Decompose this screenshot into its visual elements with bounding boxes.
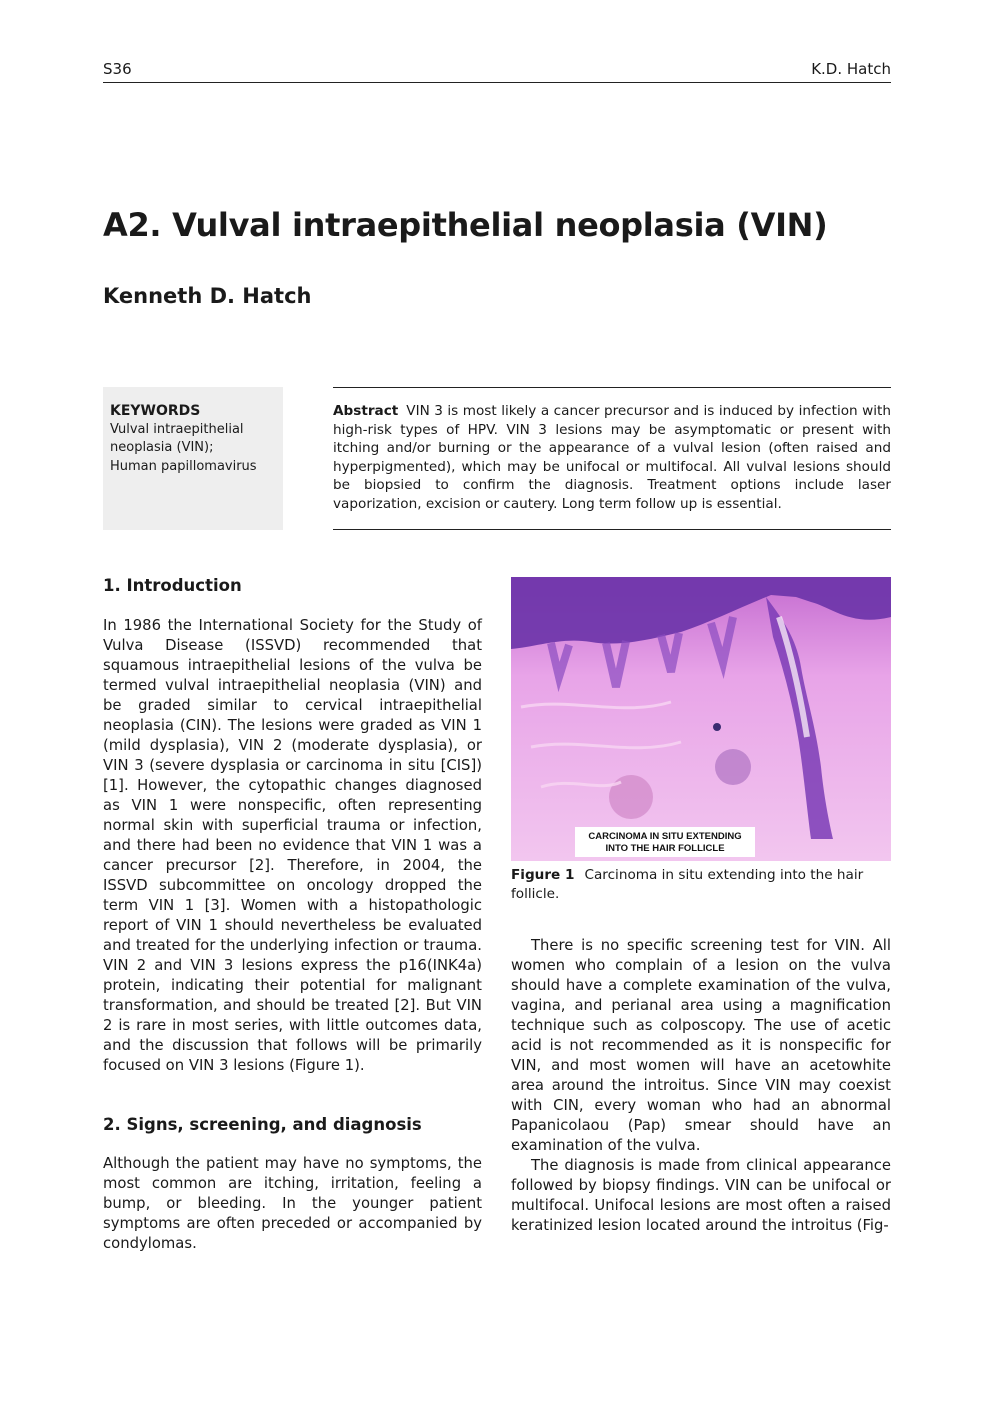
abstract-text: VIN 3 is most likely a cancer precursor and is induced by infection with high-risk types of HPV. VIN 3 lesions may be asymptomatic or present with itching and/or burning or the appearance of a vulval lesion (often raised and hyperpigmented), which may be unifocal or multifocal. All vulval lesions should be biopsied to confirm the diagnosis. Treatment options include laser vaporization, excision or cautery. Long term follow up is essential. (333, 403, 891, 512)
figure-caption (511, 866, 891, 904)
abstract-box (333, 387, 891, 530)
diagnosis-paragraph: The diagnosis is made from clinical appearance followed by biopsy findings. VIN can be unifocal or multifocal. Unifocal lesions are most often a raised keratinized lesion located around the introitus (Fig- (511, 1157, 891, 1234)
keyword-line: Vulval intraepithelial (110, 421, 244, 437)
section-heading-signs: 2. Signs, screening, and diagnosis (103, 1115, 422, 1134)
signs-paragraph: Although the patient may have no symptoms, the most common are itching, irritation, feeling a bump, or bleeding. In the younger patient symptoms are often preceded or accompanied by condylomas. (103, 1155, 482, 1252)
article-author: Kenneth D. Hatch (103, 284, 312, 308)
gland-cluster (609, 775, 653, 819)
keywords-heading: KEYWORDS (110, 403, 201, 419)
histology-figure-image (511, 577, 891, 861)
left-column (103, 576, 482, 1254)
figure-caption-text: Carcinoma in situ extending into the hair follicle. (511, 867, 864, 902)
figure-overlay-line-2: INTO THE HAIR FOLLICLE (605, 843, 725, 854)
article-title: A2. Vulval intraepithelial neoplasia (VIN) (103, 206, 828, 244)
page-number: S36 (103, 60, 132, 78)
keywords-box (103, 387, 283, 530)
right-column (511, 936, 891, 1236)
section-heading-introduction: 1. Introduction (103, 576, 242, 595)
screening-paragraph: There is no specific screening test for VIN. All women who complain of a lesion on the vulva should have a complete examination of the vulva, vagina, and perianal area using a magnification technique such as colposcopy. The use of acetic acid is not recommended as it is nonspecific for VIN, and most women will have an acetowhite area around the introitus. Since VIN may coexist with CIN, every woman who had an abnormal Papanicolaou (Pap) smear should have an examination of the vulva. (511, 937, 891, 1154)
gland-cluster (715, 749, 751, 785)
keyword-line: neoplasia (VIN); (110, 440, 214, 455)
abstract-label: Abstract (333, 403, 399, 419)
running-header (103, 60, 891, 83)
running-author: K.D. Hatch (811, 60, 891, 78)
figure-overlay-line-1: CARCINOMA IN SITU EXTENDING (588, 831, 742, 842)
keyword-line: Human papillomavirus (110, 458, 257, 474)
introduction-paragraph: In 1986 the International Society for the Study of Vulva Disease (ISSVD) recommended that squamous intraepithelial lesions of the vulva be termed vulval intraepithelial neoplasia (VIN) and be graded similar to cervical intraepithelial neoplasia (CIN). The lesions were graded as VIN 1 (mild dysplasia), VIN 2 (moderate dysplasia), or VIN 3 (severe dysplasia or carcinoma in situ [CIS]) [1]. However, the cytopathic changes diagnosed as VIN 1 were nonspecific, often representing normal skin with superficial trauma or infection, and there had been no evidence that VIN 1 was a cancer precursor [2]. Therefore, in 2004, the ISSVD subcommittee on oncology dropped the term VIN 1 [3]. Women with a histopathologic report of VIN 1 should nevertheless be evaluated and treated for the underlying infection or trauma. VIN 2 and VIN 3 lesions express the p16(INK4a) protein, indicating their potential for malignant transformation, and should be treated [2]. But VIN 2 is rare in most series, with little outcomes data, and the discussion that follows will be primarily focused on VIN 3 lesions (Figure 1). (103, 617, 482, 1074)
nucleus-dot (713, 723, 721, 731)
figure-caption-label: Figure 1 (511, 867, 575, 883)
